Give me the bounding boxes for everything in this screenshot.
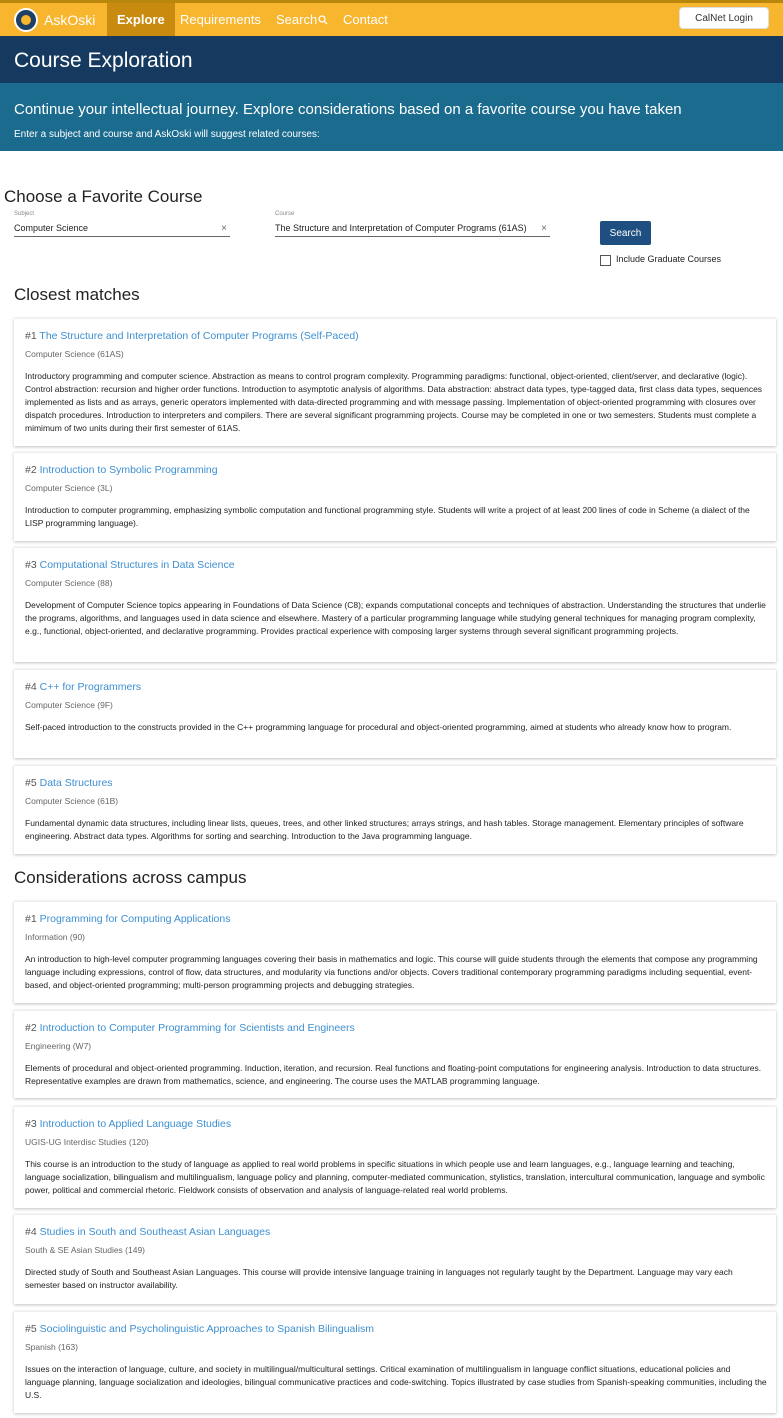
course-card (14, 669, 776, 758)
nav-contact[interactable]: Contact (343, 12, 388, 27)
course-dept: Spanish (163) (25, 1342, 78, 1352)
card-rank: #4 (25, 681, 37, 693)
course-dept: South & SE Asian Studies (149) (25, 1245, 146, 1255)
course-link[interactable]: Sociolinguistic and Psycholinguistic Approaches to Spanish Bilingualism (39, 1323, 375, 1335)
page-header (0, 36, 783, 83)
course-description: Issues on the interaction of language, culture, and society in multilingual/multicultural settings. Critical examination of multilingualism in language conflict situations, educational policies and language planning, language socialization and ideologies, bilingual communicative practices and code-switching. Topics illustrated by case studies from Spanish-speaking communities, including the U.S. (25, 1364, 767, 1400)
nav-search[interactable] (276, 3, 328, 36)
card-rank: #5 (25, 1323, 37, 1335)
search-icon (318, 15, 328, 25)
course-dept: UGIS-UG Interdisc Studies (120) (25, 1137, 149, 1147)
course-dept: Computer Science (61AS) (25, 349, 124, 359)
considerations-heading: Considerations across campus (14, 868, 247, 887)
course-card (14, 547, 776, 662)
course-label: Course (275, 211, 295, 217)
calnet-login-button[interactable]: CalNet Login (679, 7, 769, 29)
course-dept: Computer Science (3L) (25, 483, 113, 493)
course-dept: Computer Science (9F) (25, 700, 113, 710)
course-description: Elements of procedural and object-oriented programming. Induction, iteration, and recursion. Real functions and floating-point computations for engineering analysis. Introduction to data structures. Representative examples are drawn from mathematics, science, and engineering. The course uses the MATLAB programming language. (25, 1063, 762, 1086)
course-dept: Computer Science (88) (25, 578, 113, 588)
course-link[interactable]: Computational Structures in Data Science (39, 559, 235, 571)
card-rank: #3 (25, 559, 37, 571)
card-rank: #1 (25, 913, 37, 925)
course-description: Development of Computer Science topics appearing in Foundations of Data Science (C8); expands computational concepts and techniques of abstraction. Understanding the structures that underlie the programs, algorithms, and languages used in data science and elsewhere. Mastery of a particular programming language while studying general techniques for managing program complexity, e.g., functional, object-oriented, and declarative programming. Provides practical experience with composing larger systems through several significant programming projects. (25, 600, 766, 636)
course-card (14, 1311, 776, 1413)
nav-explore[interactable]: Explore (107, 3, 175, 36)
course-dept: Computer Science (61B) (25, 796, 119, 806)
course-description: Self-paced introduction to the constructs provided in the C++ programming language for procedural and object-oriented programming, aimed at students who already know how to program. (25, 722, 732, 732)
course-card (14, 1214, 776, 1304)
card-rank: #1 (25, 330, 37, 342)
course-link[interactable]: Data Structures (39, 777, 113, 789)
card-rank: #2 (25, 1022, 37, 1034)
card-rank: #2 (25, 464, 37, 476)
card-rank: #4 (25, 1226, 37, 1238)
subject-value: Computer Science (14, 223, 89, 233)
card-title (25, 464, 218, 476)
card-title (25, 1118, 231, 1130)
subject-label: Subject (14, 211, 35, 217)
course-link[interactable]: C++ for Programmers (39, 681, 142, 693)
brand-link[interactable] (14, 7, 95, 33)
card-title (25, 330, 359, 342)
course-card (14, 318, 776, 446)
course-dept: Information (90) (25, 932, 85, 942)
course-description: Introduction to computer programming, emphasizing symbolic computation and functional programming style. Students will write a project of at least 200 lines of code in Scheme (a dialect of the LISP programming language). (25, 505, 750, 528)
course-description: Introductory programming and computer science. Abstraction as means to control program complexity. Programming paradigms: functional, object-oriented, client/server, and declarative (logic). Control abstraction: recursion and higher order functions. Introduction to asymptotic analysis of algorithms. Data abstraction: abstract data types, type-tagged data, first class data types, sequences implemented as lists and as arrays, generic operators implemented with data-directed programming and with message passing. Implementation of object-oriented programming with closures over dispatch procedures. Introduction to interpreters and compilers. There are several significant programming projects. Course may be completed in one or two semesters. Students must complete a mimimum of two units during their first semester of 61AS. (25, 371, 763, 433)
course-description: Directed study of South and Southeast Asian Languages. This course will provide intensive language training in languages not regularly taught by the Department. Language may vary each semester based on instructor availability. (25, 1267, 733, 1290)
course-link[interactable]: Studies in South and Southeast Asian Languages (39, 1226, 271, 1238)
card-rank: #3 (25, 1118, 37, 1130)
course-link[interactable]: Introduction to Computer Programming for Scientists and Engineers (39, 1022, 355, 1034)
include-graduate-label[interactable]: Include Graduate Courses (616, 254, 722, 264)
askoski-logo-icon (14, 8, 38, 32)
card-title (25, 1323, 374, 1335)
intro-banner (0, 83, 783, 151)
course-link[interactable]: Introduction to Applied Language Studies (39, 1118, 232, 1130)
subject-field[interactable] (14, 223, 230, 237)
course-dept: Engineering (W7) (25, 1041, 92, 1051)
clear-subject-icon[interactable]: × (221, 223, 227, 234)
card-title (25, 559, 235, 571)
top-navbar (0, 0, 783, 36)
card-title (25, 913, 230, 925)
include-graduate-checkbox[interactable] (600, 255, 611, 266)
course-link[interactable]: The Structure and Interpretation of Computer Programs (Self-Paced) (39, 330, 359, 342)
course-field[interactable] (275, 223, 550, 237)
card-title (25, 777, 113, 789)
form-title: Choose a Favorite Course (4, 187, 203, 206)
course-description: This course is an introduction to the study of language as applied to real world problems in specific situations in which people use and learn languages, e.g., language learning and teaching, language socialization, bilingualism and multilingualism, language policy and planning, computer-mediated communication, stylistics, translation, intercultural communication, language and symbolic power, political and commercial rhetoric. Fieldwork consists of observation and analysis of language-related real world problems. (25, 1159, 765, 1195)
brand-name: AskOski (44, 12, 96, 28)
course-card (14, 765, 776, 854)
course-card (14, 452, 776, 541)
course-value: The Structure and Interpretation of Computer Programs (61AS) (275, 223, 527, 233)
card-rank: #5 (25, 777, 37, 789)
course-card (14, 1106, 776, 1208)
page-title: Course Exploration (14, 49, 193, 72)
course-description: An introduction to high-level computer programming languages covering their basis in mathematics and logic. This course will guide students through the elements that compose any programming language including expressions, control of flow, data structures, and modularity via functions and/or objects. Covers traditional contemporary programming paradigms including sequential, event-based, and object-oriented programming; multi-person programming projects and debugging strategies. (25, 954, 758, 990)
course-card (14, 1010, 776, 1098)
course-description: Fundamental dynamic data structures, including linear lists, queues, trees, and other linked structures; arrays strings, and hash tables. Storage management. Elementary principles of software engineering. Abstract data types. Algorithms for sorting and searching. Introduction to the Java programming language. (25, 818, 744, 841)
nav-search-label: Search (276, 12, 318, 27)
card-title (25, 1226, 270, 1238)
course-card (14, 901, 776, 1003)
intro-lead: Continue your intellectual journey. Explore considerations based on a favorite course you have taken (14, 101, 682, 118)
card-title (25, 1022, 355, 1034)
search-button[interactable]: Search (600, 221, 651, 245)
clear-course-icon[interactable]: × (541, 223, 547, 234)
intro-subtext: Enter a subject and course and AskOski will suggest related courses: (14, 129, 320, 140)
closest-matches-heading: Closest matches (14, 285, 140, 304)
course-link[interactable]: Introduction to Symbolic Programming (39, 464, 218, 476)
card-title (25, 681, 141, 693)
course-link[interactable]: Programming for Computing Applications (39, 913, 231, 925)
nav-requirements[interactable]: Requirements (180, 12, 261, 27)
